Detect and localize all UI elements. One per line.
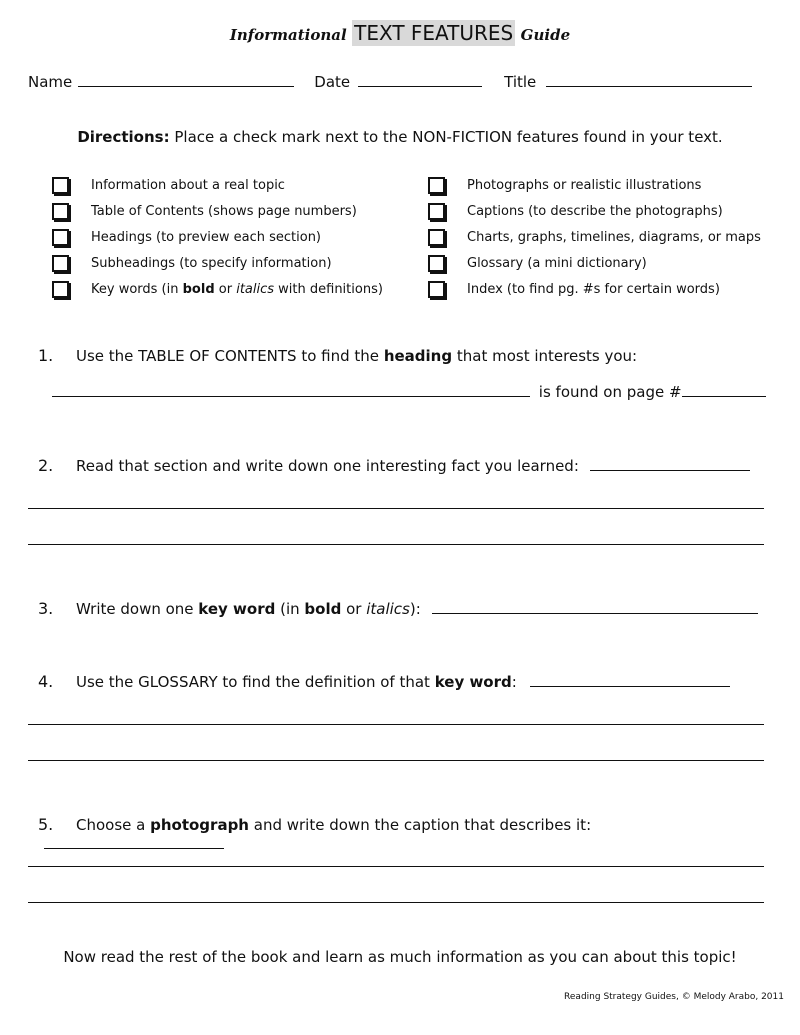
checkbox[interactable]: [428, 255, 445, 272]
title-label: Title: [504, 73, 537, 91]
checklist-item-label: Subheadings (to specify information): [91, 255, 332, 271]
answer-line[interactable]: [28, 760, 764, 761]
checklist-item[interactable]: [428, 276, 761, 302]
page-number-field[interactable]: [682, 382, 766, 397]
question-2: 2. Read that section and write down one interesting fact you learned:: [38, 456, 770, 475]
page-number-label: is found on page #: [538, 383, 682, 401]
heading-answer-field[interactable]: [52, 382, 530, 397]
checklist-item-label: Charts, graphs, timelines, diagrams, or maps: [467, 229, 761, 245]
checklist-item[interactable]: [428, 224, 761, 250]
question-number: 2.: [38, 456, 54, 475]
checkbox[interactable]: [52, 177, 69, 194]
date-field[interactable]: [358, 70, 482, 87]
fact-answer-field[interactable]: [590, 456, 750, 471]
answer-line[interactable]: [28, 508, 764, 509]
checklist-item[interactable]: [52, 224, 383, 250]
checkbox[interactable]: [428, 203, 445, 220]
title-field[interactable]: [546, 70, 752, 87]
answer-line[interactable]: [28, 544, 764, 545]
checklist-item-label: Glossary (a mini dictionary): [467, 255, 647, 271]
checkbox[interactable]: [52, 281, 69, 298]
checkbox[interactable]: [52, 255, 69, 272]
checklist-item-label: Photographs or realistic illustrations: [467, 177, 702, 193]
directions-label: Directions:: [77, 128, 170, 146]
question-4: 4. Use the GLOSSARY to find the definition of that key word:: [38, 672, 770, 691]
checkbox[interactable]: [428, 229, 445, 246]
date-label: Date: [314, 73, 351, 91]
caption-field[interactable]: [44, 834, 224, 849]
checklist-item-label: Index (to find pg. #s for certain words): [467, 281, 720, 297]
definition-field[interactable]: [530, 672, 730, 687]
checklist-item[interactable]: [52, 198, 383, 224]
checklist-item[interactable]: [52, 276, 383, 302]
directions-text: Place a check mark next to the NON-FICTION features found in your text.: [174, 128, 723, 146]
checklist-item-label: Key words (in bold or italics with definitions): [91, 281, 383, 297]
answer-line[interactable]: [28, 866, 764, 867]
question-number: 3.: [38, 599, 54, 618]
question-5: 5. Choose a photograph and write down the caption that describes it:: [38, 815, 770, 853]
question-number: 1.: [38, 346, 54, 365]
answer-line[interactable]: [28, 724, 764, 725]
checklist-item[interactable]: [428, 250, 761, 276]
checkbox[interactable]: [52, 203, 69, 220]
checklist-item[interactable]: [428, 198, 761, 224]
checklist-item[interactable]: [52, 172, 383, 198]
question-number: 5.: [38, 815, 54, 834]
checklist-item[interactable]: [428, 172, 761, 198]
checkbox[interactable]: [428, 281, 445, 298]
answer-line[interactable]: [28, 902, 764, 903]
question-1: 1. Use the TABLE OF CONTENTS to find the heading that most interests you:: [38, 346, 638, 365]
question-number: 4.: [38, 672, 54, 691]
checkbox[interactable]: [428, 177, 445, 194]
checkbox[interactable]: [52, 229, 69, 246]
name-label: Name: [28, 73, 73, 91]
student-info-row: [28, 70, 778, 91]
checklist-item[interactable]: [52, 250, 383, 276]
title-suffix: Guide: [520, 26, 571, 44]
checklist-left-column: [52, 172, 383, 302]
directions: [0, 128, 800, 146]
checklist-item-label: Information about a real topic: [91, 177, 285, 193]
page-title: [0, 18, 800, 50]
key-word-field[interactable]: [432, 599, 758, 614]
title-prefix: Informational: [229, 26, 347, 44]
closing-instruction: Now read the rest of the book and learn as much information as you can about this topic!: [63, 948, 737, 966]
checklist-item-label: Captions (to describe the photographs): [467, 203, 723, 219]
question-3: 3. Write down one key word (in bold or italics):: [38, 599, 770, 618]
checklist-right-column: [428, 172, 761, 302]
checklist-item-label: Table of Contents (shows page numbers): [91, 203, 357, 219]
copyright-footer: Reading Strategy Guides, © Melody Arabo, 2011: [564, 992, 784, 1002]
checklist-item-label: Headings (to preview each section): [91, 229, 322, 245]
question-1-answer-row: [52, 382, 772, 401]
title-highlight: TEXT FEATURES: [354, 21, 514, 45]
name-field[interactable]: [78, 70, 294, 87]
